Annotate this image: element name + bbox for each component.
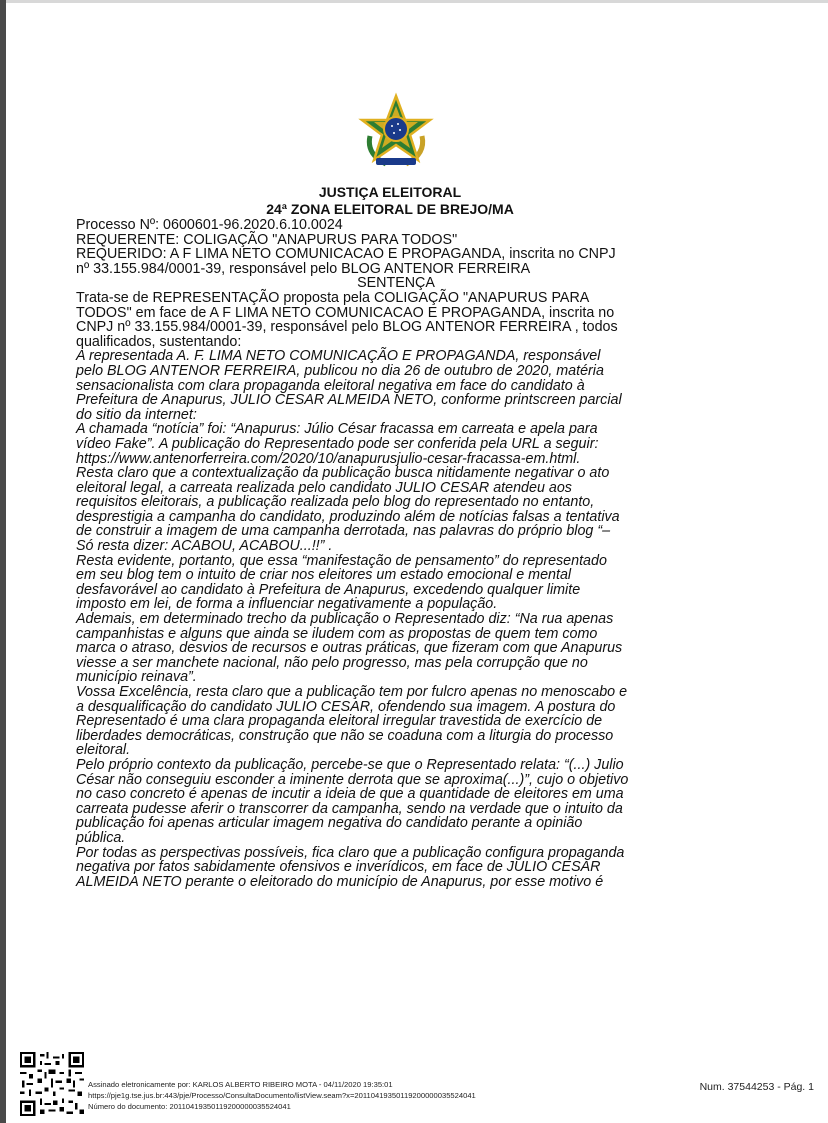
- text-line: https://www.antenorferreira.com/2020/10/anapurusjulio-cesar-fracassa-em.html.: [76, 450, 581, 467]
- text-line: a desqualificação do candidato JULIO CESAR, ofendendo sua imagem. A postura do: [76, 698, 616, 715]
- text-line: Prefeitura de Anapurus, JULIO CESAR ALMEIDA NETO, conforme printscreen parcial: [76, 392, 622, 409]
- text-line: publicação foi apenas articular imagem negativa do candidato perante a opinião: [76, 815, 583, 832]
- text-line: no caso concreto é apenas de incutir a ideia de que a quantidade de eleitores em uma: [76, 786, 624, 803]
- text-line: eleitoral.: [76, 742, 131, 759]
- text-line: viesse a ser manchete nacional, não pelo progresso, mas pela corrupção que no: [76, 654, 588, 671]
- text-line: vídeo Fake”. A publicação do Representado pode ser conferida pela URL a seguir:: [76, 435, 599, 452]
- court-zone: 24ª ZONA ELEITORAL DE BREJO/MA: [266, 201, 514, 217]
- text-line: ALMEIDA NETO perante o eleitorado do município de Anapurus, por esse motivo é: [76, 873, 604, 890]
- text-line: desfavorável ao candidato à Prefeitura de Anapurus, excedendo qualquer limite: [76, 581, 581, 598]
- text-line: requisitos eleitorais, a publicação realizada pelo blog do representado no entanto,: [76, 494, 595, 511]
- document-url[interactable]: https://pje1g.tse.jus.br:443/pje/Processo/ConsultaDocumento/listView.seam?x=20110419350119200000035524041: [88, 1091, 476, 1100]
- text-line: Ademais, em determinado trecho da publicação o Representado diz: “Na rua apenas: [76, 611, 614, 628]
- text-line: campanhistas e alguns que ainda se iludem com as propostas de quem tem como: [76, 625, 598, 642]
- text-line: de construir a imagem de uma campanha derrotada, nas palavras do próprio blog “–: [76, 523, 611, 540]
- text-line: imposto em lei, de forma a influenciar negativamente a população.: [76, 596, 498, 613]
- text-line: desprestigia a campanha do candidato, produzindo além de notícias falsas a tentativa: [76, 508, 620, 525]
- case-requerido-line: nº 33.155.984/0001-39, responsável pelo BLOG ANTENOR FERREIRA: [76, 260, 531, 277]
- text-line: Trata-se de REPRESENTAÇÃO proposta pela COLIGAÇÃO "ANAPURUS PARA: [76, 289, 590, 306]
- text-line: do sitio da internet:: [76, 406, 197, 423]
- left-edge: [0, 0, 6, 1123]
- text-line: Resta claro que a contextualização da publicação busca nitidamente negativar o ato: [76, 465, 610, 482]
- signed-by: Assinado eletronicamente por: KARLOS ALBERTO RIBEIRO MOTA - 04/11/2020 19:35:01: [88, 1080, 393, 1089]
- case-requerido-line: REQUERIDO: A F LIMA NETO COMUNICACAO E PROPAGANDA, inscrita no CNPJ: [76, 246, 616, 263]
- text-line: município reinava”.: [76, 669, 197, 686]
- quoted-petition: [76, 349, 716, 889]
- text-line: Pelo próprio contexto da publicação, percebe-se que o Representado relata: “(...) Julio: [76, 756, 624, 773]
- qr-code-icon: [20, 1052, 84, 1116]
- text-line: marca o atraso, desvios de recursos e outras práticas, que fizeram com que Anapurus: [76, 640, 623, 657]
- top-edge: [0, 0, 828, 3]
- document-body: [76, 218, 716, 889]
- text-line: sensacionalista com clara propaganda eleitoral negativa em face do candidato à: [76, 377, 585, 394]
- case-requerente: REQUERENTE: COLIGAÇÃO "ANAPURUS PARA TODOS": [76, 231, 458, 248]
- text-line: Por todas as perspectivas possíveis, fica claro que a publicação configura propaganda: [76, 844, 625, 861]
- text-line: em seu blog tem o intuito de criar nos eleitores um estado emocional e mental: [76, 567, 572, 584]
- document-number: Número do documento: 20110419350119200000035524041: [88, 1102, 291, 1111]
- text-line: eleitoral legal, a carreata realizada pelo candidato JULIO CESAR atendeu aos: [76, 479, 572, 496]
- text-line: liberdades democráticas, construção que não se coaduna com a liturgia do processo: [76, 727, 614, 744]
- text-line: Só resta dizer: ACABOU, ACABOU...!!” .: [76, 538, 333, 555]
- case-number: Processo Nº: 0600601-96.2020.6.10.0024: [76, 217, 343, 233]
- text-line: César não conseguiu esconder a iminente derrota que se aproxima(...)”, cujo o objetivo: [76, 771, 629, 788]
- court-title: JUSTIÇA ELEITORAL: [318, 184, 462, 200]
- text-line: A chamada “notícia” foi: “Anapurus: Júlio César fracassa em carreata e apela para: [76, 421, 598, 438]
- text-line: TODOS" em face de A F LIMA NETO COMUNICACAO E PROPAGANDA, inscrita no: [76, 304, 615, 321]
- brazil-coat-of-arms-icon: [356, 92, 436, 172]
- text-line: negativa por fatos sabidamente ofensivos e inverídicos, em face de JULIO CESAR: [76, 859, 601, 876]
- text-line: pública.: [76, 829, 126, 846]
- intro-paragraph: [76, 291, 716, 349]
- signature-info: [88, 1079, 476, 1112]
- text-line: pelo BLOG ANTENOR FERREIRA, publicou no dia 26 de outubro de 2020, matéria: [76, 362, 604, 379]
- page-number: Num. 37544253 - Pág. 1: [699, 1081, 814, 1093]
- text-line: CNPJ nº 33.155.984/0001-39, responsável pelo BLOG ANTENOR FERREIRA , todos: [76, 319, 618, 336]
- text-line: Representado é uma clara propaganda eleitoral irregular travestida de exercício de: [76, 713, 603, 730]
- text-line: carreata pudesse aferir o transcorrer da campanha, sendo na verdade que o intuito da: [76, 800, 623, 817]
- text-line: qualificados, sustentando:: [76, 333, 242, 350]
- document-title: SENTENÇA: [357, 275, 435, 292]
- text-line: Vossa Excelência, resta claro que a publicação tem por fulcro apenas no menoscabo e: [76, 684, 628, 700]
- text-line: A representada A. F. LIMA NETO COMUNICAÇÃO E PROPAGANDA, responsável: [76, 348, 601, 365]
- text-line: Resta evidente, portanto, que essa “manifestação de pensamento” do representado: [76, 552, 607, 569]
